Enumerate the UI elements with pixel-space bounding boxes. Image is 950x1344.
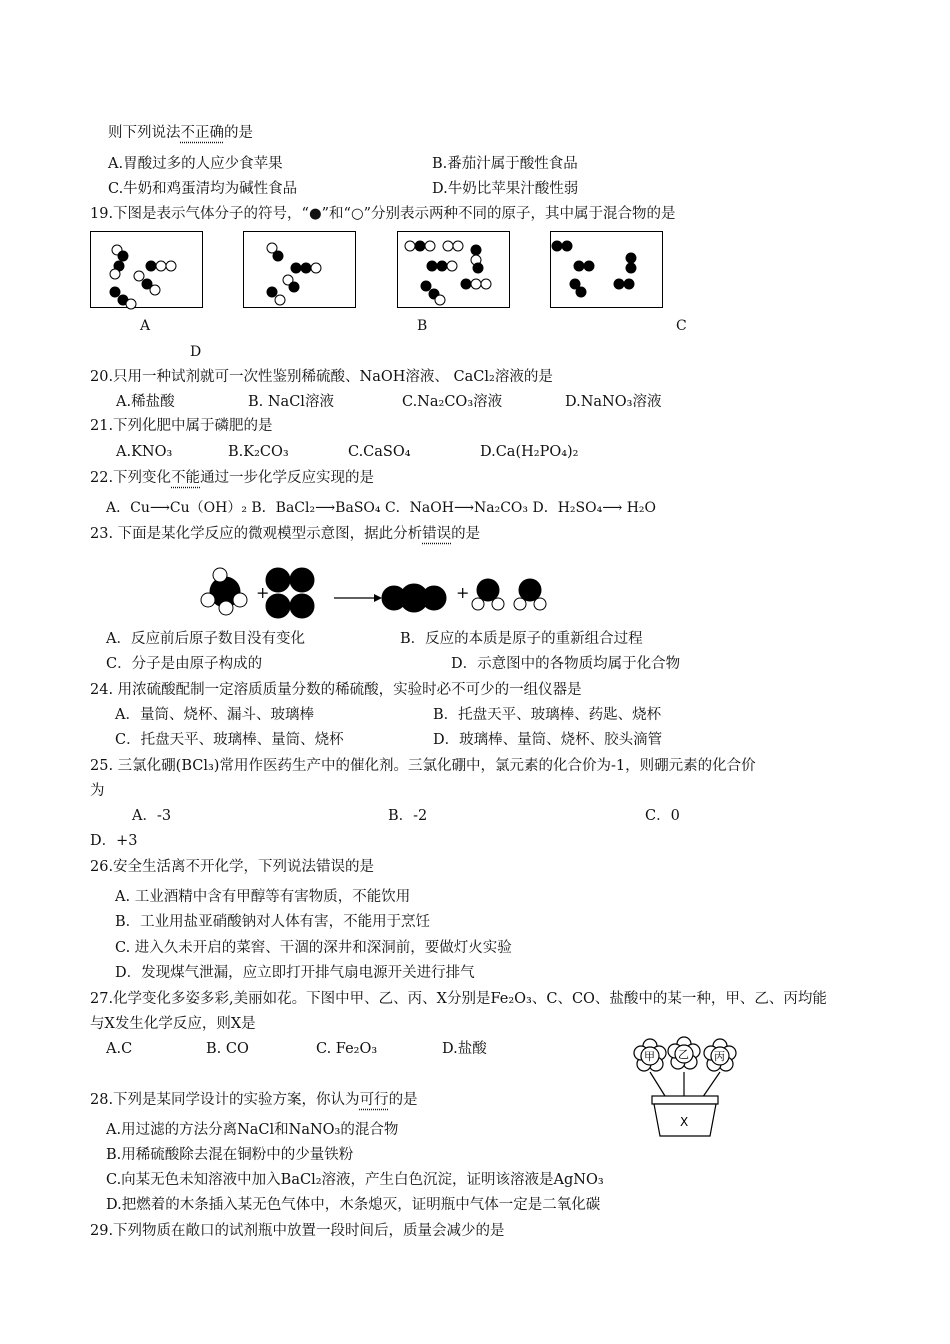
q23-option-a: A．反应前后原子数目没有变化 (106, 631, 305, 647)
q23-option-b: B．反应的本质是原子的重新组合过程 (400, 631, 643, 647)
q27-stem-line1: 27.化学变化多姿多彩,美丽如花。下图中甲、乙、丙、X分别是Fe₂O₃、C、CO、盐酸中的某一种，甲、乙、丙均能 (90, 991, 827, 1007)
q19-label-d: D (190, 344, 202, 360)
q19-label-b: B (417, 318, 428, 334)
q23-reaction-diagram (196, 560, 556, 622)
q23-stem (90, 524, 480, 544)
q26-option-a: A. 工业酒精中含有甲醇等有害物质，不能饮用 (115, 889, 411, 905)
pot-label-x: X (680, 1115, 689, 1129)
q21-stem: 21.下列化肥中属于磷肥的是 (90, 418, 273, 434)
q19-box-b (243, 231, 356, 308)
q19-molecules-b (244, 232, 355, 307)
q22-stem-post: 通过一步化学反应实现的是 (200, 470, 375, 486)
q18-option-b: B.番茄汁属于酸性食品 (432, 156, 578, 172)
q27-stem-line2: 与X发生化学反应，则X是 (90, 1016, 256, 1032)
q25-stem-line1: 25. 三氯化硼(BCl₃)常用作医药生产中的催化剂。三氯化硼中，氯元素的化合价为-1，则硼元素的化合价 (90, 758, 756, 774)
q19-label-c: C (676, 318, 687, 334)
q24-option-c: C．托盘天平、玻璃棒、量筒、烧杯 (115, 732, 344, 748)
svg-text:+: + (256, 583, 270, 602)
q19-box-c (397, 231, 510, 308)
q28-stem-pre: 28.下列是某同学设计的实验方案，你认为 (90, 1092, 360, 1108)
q27-flower-pot-diagram (622, 1032, 752, 1144)
q28-stem (90, 1090, 418, 1110)
q19-molecules-a (91, 232, 202, 307)
q28-stem-emph: 可行 (359, 1092, 389, 1108)
q24-option-a: A．量筒、烧杯、漏斗、玻璃棒 (115, 707, 314, 723)
q21-option-b: B.K₂CO₃ (228, 444, 289, 460)
q25-option-b: B．-2 (388, 808, 428, 824)
q18-stem-post: 的是 (224, 125, 253, 141)
q25-option-c: C．0 (645, 808, 680, 824)
q20-option-a: A.稀盐酸 (116, 394, 175, 410)
q28-option-d: D.把燃着的木条插入某无色气体中，木条熄灭，证明瓶中气体一定是二氧化碳 (106, 1197, 601, 1213)
q20-option-c: C.Na₂CO₃溶液 (402, 394, 503, 410)
flower-label-jia: 甲 (644, 1050, 655, 1063)
q28-option-c: C.向某无色未知溶液中加入BaCl₂溶液，产生白色沉淀，证明该溶液是AgNO₃ (106, 1172, 604, 1188)
q28-option-b: B.用稀硫酸除去混在铜粉中的少量铁粉 (106, 1147, 354, 1163)
q19-label-a: A (140, 318, 151, 334)
q25-stem-line2: 为 (90, 783, 105, 799)
q28-stem-post: 的是 (388, 1092, 418, 1108)
q23-stem-emph: 错误 (422, 526, 452, 542)
q25-option-d: D．+3 (90, 833, 138, 849)
q19-stem: 19.下图是表示气体分子的符号，“●”和“○”分别表示两种不同的原子，其中属于混合物的是 (90, 206, 676, 222)
q22-stem-pre: 22.下列变化 (90, 470, 172, 486)
q25-option-a: A．-3 (132, 808, 172, 824)
q19-box-a (90, 231, 203, 308)
q29-stem: 29.下列物质在敞口的试剂瓶中放置一段时间后，质量会减少的是 (90, 1223, 505, 1239)
flower-label-yi: 乙 (678, 1048, 689, 1061)
q22-stem-emph: 不能 (171, 470, 201, 486)
q23-option-c: C．分子是由原子构成的 (106, 656, 263, 672)
q20-stem: 20.只用一种试剂就可一次性鉴别稀硫酸、NaOH溶液、 CaCl₂溶液的是 (90, 369, 553, 385)
q19-molecules-d (551, 232, 662, 307)
q24-stem: 24. 用浓硫酸配制一定溶质质量分数的稀硫酸，实验时必不可少的一组仪器是 (90, 682, 582, 698)
q19-molecules-c (398, 232, 509, 307)
q18-stem-emph: 不正确 (180, 125, 224, 141)
q23-stem-post: 的是 (451, 526, 481, 542)
q23-option-d: D．示意图中的各物质均属于化合物 (451, 656, 681, 672)
q27-option-d: D.盐酸 (442, 1041, 487, 1057)
q18-option-d: D.牛奶比苹果汁酸性弱 (432, 181, 579, 197)
q26-option-b: B．工业用盐亚硝酸钠对人体有害，不能用于烹饪 (115, 914, 431, 930)
flower-label-bing: 丙 (714, 1050, 725, 1063)
q26-option-d: D．发现煤气泄漏，应立即打开排气扇电源开关进行排气 (115, 965, 475, 981)
svg-text:+: + (456, 583, 470, 602)
q18-option-a: A.胃酸过多的人应少食苹果 (108, 156, 283, 172)
q18-option-c: C.牛奶和鸡蛋清均为碱性食品 (108, 181, 298, 197)
q27-option-c: C. Fe₂O₃ (316, 1041, 378, 1057)
q21-option-a: A.KNO₃ (116, 444, 173, 460)
q24-option-b: B．托盘天平、玻璃棒、药匙、烧杯 (433, 707, 662, 723)
q20-option-d: D.NaNO₃溶液 (565, 394, 662, 410)
q19-box-d (550, 231, 663, 308)
q24-option-d: D．玻璃棒、量筒、烧杯、胶头滴管 (433, 732, 663, 748)
q23-stem-pre: 23. 下面是某化学反应的微观模型示意图，据此分析 (90, 526, 423, 542)
q21-option-d: D.Ca(H₂PO₄)₂ (480, 444, 579, 460)
q18-stem (108, 123, 253, 143)
q18-stem-pre: 则下列说法 (108, 125, 181, 141)
q26-option-c: C. 进入久未开启的菜窖、干涸的深井和深洞前，要做灯火实验 (115, 940, 512, 956)
q20-option-b: B. NaCl溶液 (248, 394, 334, 410)
q27-option-a: A.C (106, 1041, 133, 1057)
q28-option-a: A.用过滤的方法分离NaCl和NaNO₃的混合物 (106, 1122, 399, 1138)
q26-stem: 26.安全生活离不开化学，下列说法错误的是 (90, 859, 375, 875)
q22-stem (90, 468, 374, 488)
q22-options: A．Cu⟶Cu（OH）₂ B．BaCl₂⟶BaSO₄ C．NaOH⟶Na₂CO₃ D．H₂SO₄⟶ H₂O (106, 500, 657, 516)
q27-option-b: B. CO (206, 1041, 249, 1057)
q21-option-c: C.CaSO₄ (348, 444, 411, 460)
